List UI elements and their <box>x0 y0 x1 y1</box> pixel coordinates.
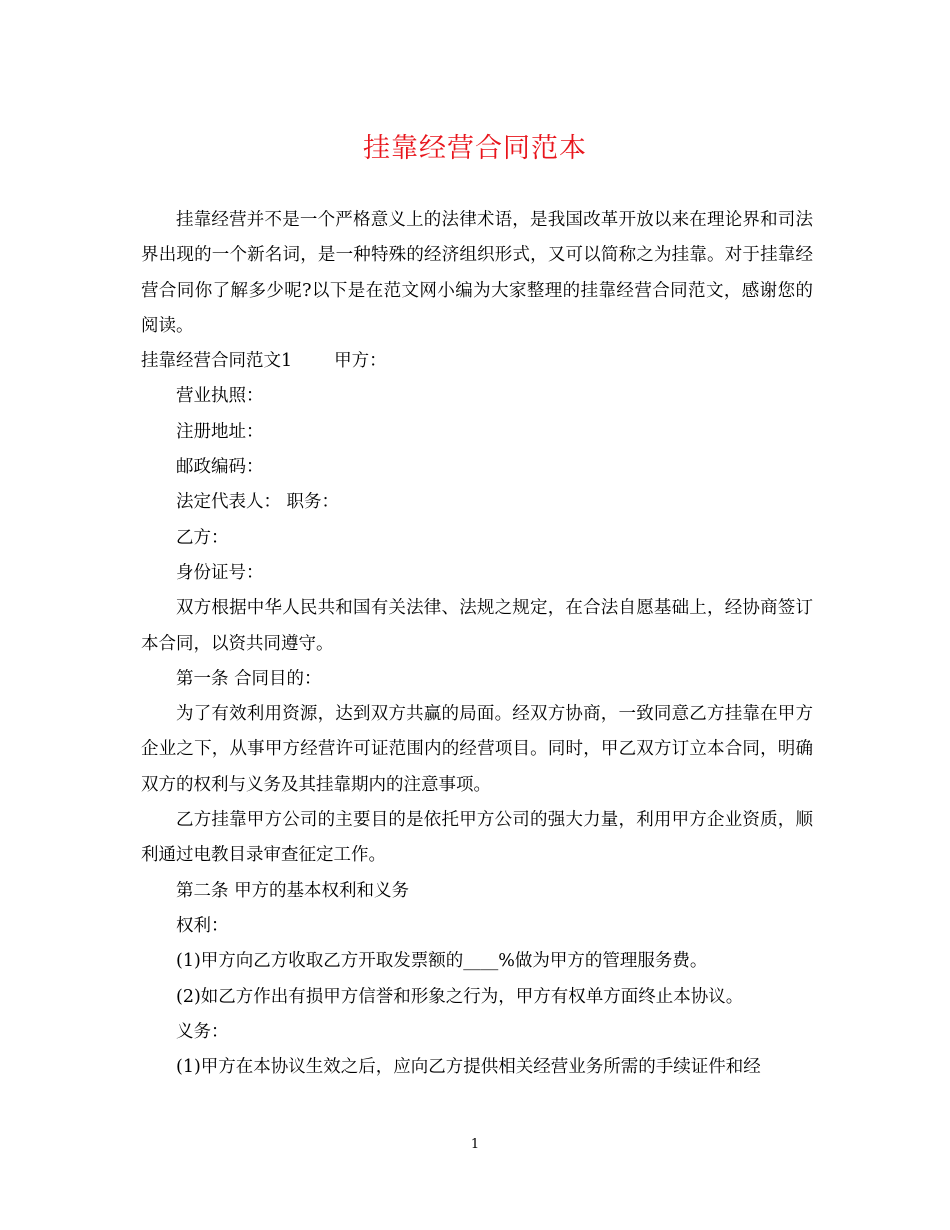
article1-paragraph-1: 为了有效利用资源，达到双方共赢的局面。经双方协商，一致同意乙方挂靠在甲方企业之下，从事甲方经营许可证范围内的经营项目。同时，甲乙双方订立本合同，明确双方的权利与义务及其挂靠期内的注意事项。 <box>141 704 813 795</box>
id-number-field: 身份证号： <box>176 562 264 583</box>
registered-address-field: 注册地址： <box>176 421 264 442</box>
duties-label: 义务： <box>176 1021 229 1042</box>
party-a-label: 甲方： <box>334 351 387 372</box>
legal-rep-field: 法定代表人： 职务： <box>176 492 340 513</box>
article1-heading: 第一条 合同目的： <box>176 668 322 689</box>
duty-item-1: (1)甲方在本协议生效之后，应向乙方提供相关经营业务所需的手续证件和经 <box>176 1057 761 1078</box>
document-body <box>141 203 813 1085</box>
party-b-field: 乙方： <box>176 527 229 548</box>
sample-heading-line <box>141 344 813 379</box>
postal-code-field: 邮政编码： <box>176 457 264 478</box>
page-number: 1 <box>470 1137 480 1152</box>
business-license-field: 营业执照： <box>176 386 264 407</box>
right-item-1: (1)甲方向乙方收取乙方开取发票额的____%做为甲方的管理服务费。 <box>176 951 708 972</box>
rights-label: 权利： <box>176 915 229 936</box>
article2-heading: 第二条 甲方的基本权利和义务 <box>176 880 410 901</box>
preamble-paragraph: 双方根据中华人民共和国有关法律、法规之规定，在合法自愿基础上，经协商签订本合同，以资共同遵守。 <box>141 598 813 654</box>
article1-paragraph-2: 乙方挂靠甲方公司的主要目的是依托甲方公司的强大力量，利用甲方企业资质，顺利通过电教目录审查征定工作。 <box>141 810 813 866</box>
document-title: 挂靠经营合同范本 <box>363 133 587 164</box>
intro-paragraph: 挂靠经营并不是一个严格意义上的法律术语，是我国改革开放以来在理论界和司法界出现的一个新名词，是一种特殊的经济组织形式，又可以简称之为挂靠。对于挂靠经营合同你了解多少呢?以下是在范文网小编为大家整理的挂靠经营合同范文，感谢您的阅读。 <box>141 210 813 336</box>
sample-heading: 挂靠经营合同范文1 <box>141 351 293 372</box>
right-item-2: (2)如乙方作出有损甲方信誉和形象之行为，甲方有权单方面终止本协议。 <box>176 986 744 1007</box>
